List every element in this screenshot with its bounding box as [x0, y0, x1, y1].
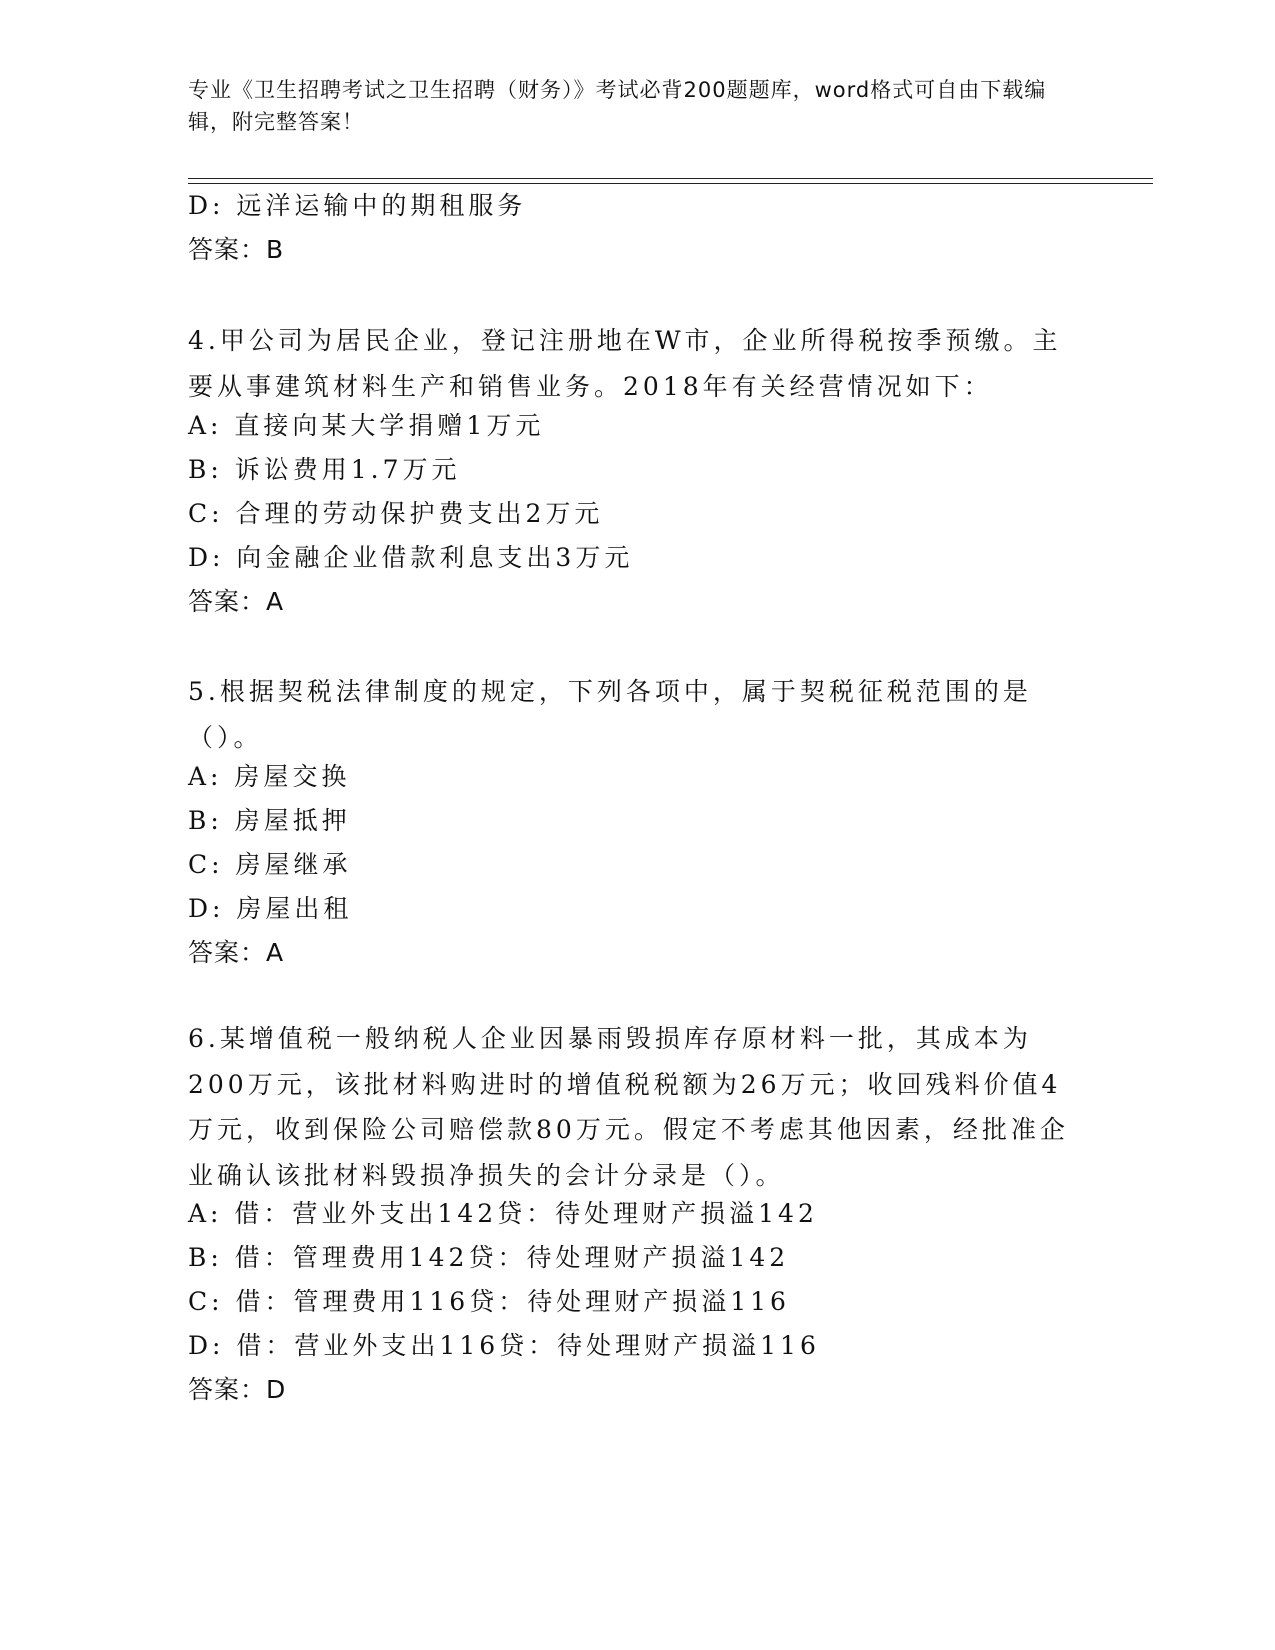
- question-5-option-c: C: 房屋继承: [188, 850, 352, 879]
- header-divider-top: [188, 178, 1153, 179]
- prev-answer: 答案：B: [188, 235, 285, 264]
- question-5-option-a: A: 房屋交换: [188, 762, 351, 791]
- question-6-option-d: D: 借：营业外支出116贷：待处理财产损溢116: [188, 1331, 820, 1360]
- question-6-option-c: C: 借：管理费用116贷：待处理财产损溢116: [188, 1287, 790, 1316]
- prev-option-d: D: 远洋运输中的期租服务: [188, 191, 527, 220]
- question-6-answer: 答案：D: [188, 1375, 287, 1404]
- question-4-stem: 4.甲公司为居民企业，登记注册地在W市，企业所得税按季预缴。主要从事建筑材料生产和销售业务。2018年有关经营情况如下：: [188, 326, 1062, 401]
- question-4-option-b: B: 诉讼费用1.7万元: [188, 455, 461, 484]
- question-5-option-b: B: 房屋抵押: [188, 806, 351, 835]
- question-6-stem: 6.某增值税一般纳税人企业因暴雨毁损库存原材料一批，其成本为200万元，该批材料购进时的增值税税额为26万元；收回残料价值4万元，收到保险公司赔偿款80万元。假定不考虑其他因素，经批准企业确认该批材料毁损净损失的会计分录是（）。: [188, 1024, 1069, 1190]
- question-4-answer: 答案：A: [188, 587, 285, 616]
- question-4-option-d: D: 向金融企业借款利息支出3万元: [188, 543, 634, 572]
- document-header: 专业《卫生招聘考试之卫生招聘（财务）》考试必背200题题库，word格式可自由下载编辑，附完整答案！: [188, 78, 1047, 134]
- question-5-option-d: D: 房屋出租: [188, 894, 353, 923]
- question-4-option-c: C: 合理的劳动保护费支出2万元: [188, 499, 604, 528]
- question-5-answer: 答案：A: [188, 938, 285, 967]
- question-6-option-a: A: 借：营业外支出142贷：待处理财产损溢142: [188, 1199, 818, 1228]
- question-4-option-a: A: 直接向某大学捐赠1万元: [188, 411, 545, 440]
- header-divider-bottom: [188, 183, 1153, 184]
- question-6-option-b: B: 借：管理费用142贷：待处理财产损溢142: [188, 1243, 790, 1272]
- question-5-stem: 5.根据契税法律制度的规定，下列各项中，属于契税征税范围的是（）。: [188, 677, 1032, 752]
